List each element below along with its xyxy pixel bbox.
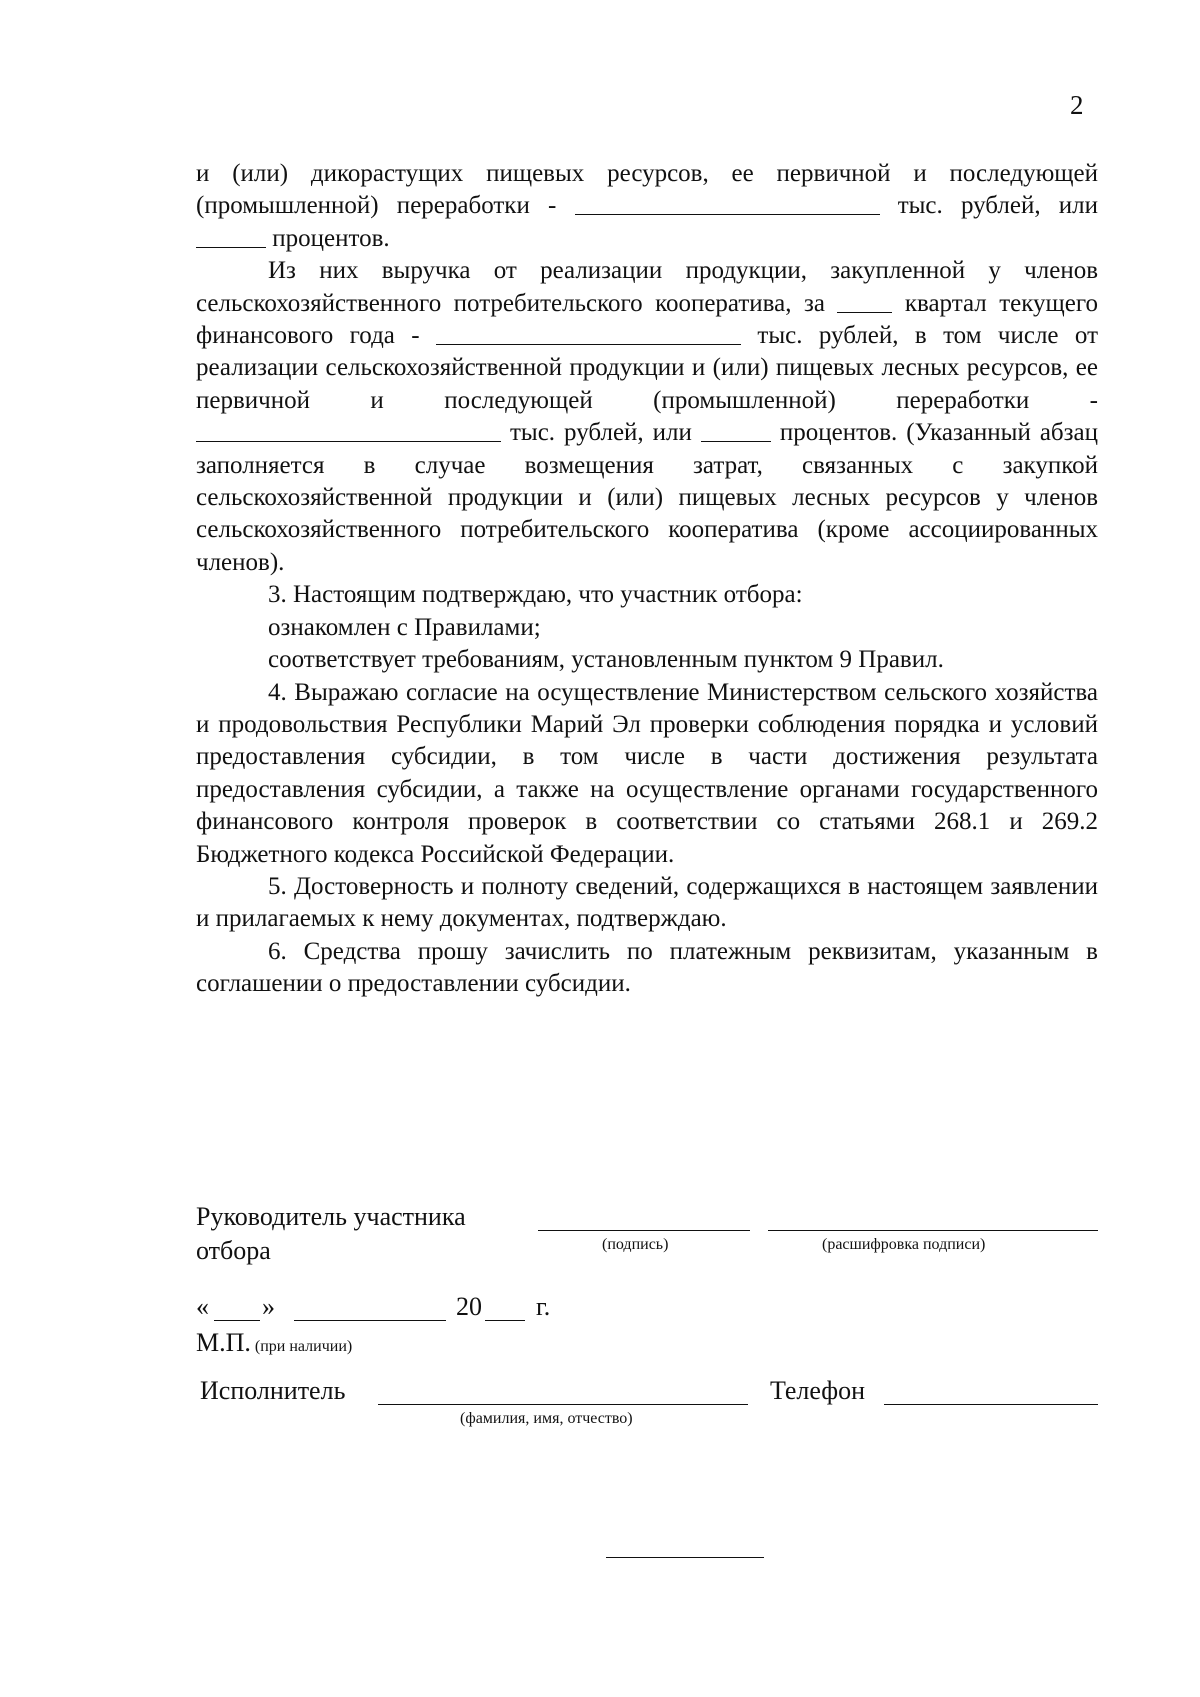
- quarter-blank[interactable]: [837, 288, 892, 313]
- head-label-line-2: отбора: [196, 1236, 271, 1265]
- footer-separator: [606, 1557, 764, 1558]
- percent-blank[interactable]: [196, 223, 266, 248]
- date-day-line[interactable]: [214, 1320, 260, 1321]
- seal-label: М.П.: [196, 1328, 251, 1357]
- paragraph-revenue-share: [196, 158, 1098, 255]
- paragraph-3-item-1: ознакомлен с Правилами;: [268, 613, 541, 641]
- executor-caption: (фамилия, имя, отчество): [460, 1410, 633, 1427]
- paragraph-text: Из них выручка от реализации продукции, закупленной у членов сельскохозяйственного потребительского кооператива, за: [196, 257, 1098, 317]
- paragraph-text: тыс. рублей, в том числе от реализации сельскохозяйственной продукции и (или) пищевых лесных ресурсов, ее первичной и последующей (промышленной) переработки -: [196, 322, 1098, 414]
- seal-mark: [196, 1326, 352, 1360]
- paragraph-6: 6. Средства прошу зачислить по платежным реквизитам, указанным в соглашении о предоставлении субсидии.: [196, 937, 1098, 998]
- date-year-suffix: г.: [536, 1292, 551, 1321]
- phone-line[interactable]: [884, 1404, 1098, 1405]
- paragraph-3: 3. Настоящим подтверждаю, что участник отбора:: [268, 581, 803, 609]
- signature-caption: (подпись): [602, 1236, 669, 1253]
- paragraph-text: процентов. (Указанный абзац заполняется в случае возмещения затрат, связанных с закупкой сельскохозяйственной продукции и (или) пищевых лесных ресурсов у членов сельскохозяйственного потребительского кооператива (кроме ассоциированных членов).: [196, 419, 1098, 576]
- date-open-quote: «: [196, 1292, 209, 1321]
- executor-label: Исполнитель: [200, 1376, 346, 1405]
- head-label-line-1: Руководитель участника: [196, 1202, 466, 1231]
- page-number: 2: [1070, 90, 1084, 120]
- signature-decode-caption: (расшифровка подписи): [822, 1236, 986, 1253]
- signature-line[interactable]: [538, 1230, 750, 1231]
- paragraph-5: 5. Достоверность и полноту сведений, содержащихся в настоящем заявлении и прилагаемых к нему документах, подтверждаю.: [196, 872, 1098, 933]
- date-year-line[interactable]: [485, 1320, 525, 1321]
- paragraph-purchased-revenue: [196, 255, 1098, 579]
- date-month-line[interactable]: [294, 1320, 446, 1321]
- executor-line[interactable]: [378, 1404, 748, 1405]
- date-year-prefix: 20: [456, 1292, 482, 1321]
- document-body: [196, 158, 1098, 1001]
- paragraph-text: и (или) дикорастущих пищевых ресурсов, ее первичной и последующей (промышленной) переработки -: [196, 160, 1098, 220]
- paragraph-text: процентов.: [266, 224, 390, 252]
- seal-note: (при наличии): [254, 1338, 353, 1355]
- phone-label: Телефон: [770, 1376, 866, 1405]
- signature-decode-line[interactable]: [768, 1230, 1098, 1231]
- paragraph-3-item-2: соответствует требованиям, установленным пунктом 9 Правил.: [268, 646, 944, 674]
- head-label: [196, 1200, 466, 1268]
- amount-blank[interactable]: [575, 190, 880, 215]
- paragraph-4: 4. Выражаю согласие на осуществление Министерством сельского хозяйства и продовольствия Республики Марий Эл проверки соблюдения порядка и условий предоставления субсидии, в том числе в части достижения результата предоставления субсидии, а также на осуществление органами государственного финансового контроля проверок в соответствии со статьями 268.1 и 269.2 Бюджетного кодекса Российской Федерации.: [196, 678, 1098, 868]
- paragraph-text: тыс. рублей, или: [501, 419, 701, 447]
- amount-blank[interactable]: [196, 417, 501, 442]
- paragraph-text: тыс. рублей, или: [879, 192, 1098, 220]
- date-close-quote: »: [262, 1292, 275, 1321]
- amount-blank[interactable]: [436, 320, 741, 345]
- paragraph-text: квартал текущего финансового года -: [196, 289, 1098, 350]
- percent-blank[interactable]: [701, 417, 771, 442]
